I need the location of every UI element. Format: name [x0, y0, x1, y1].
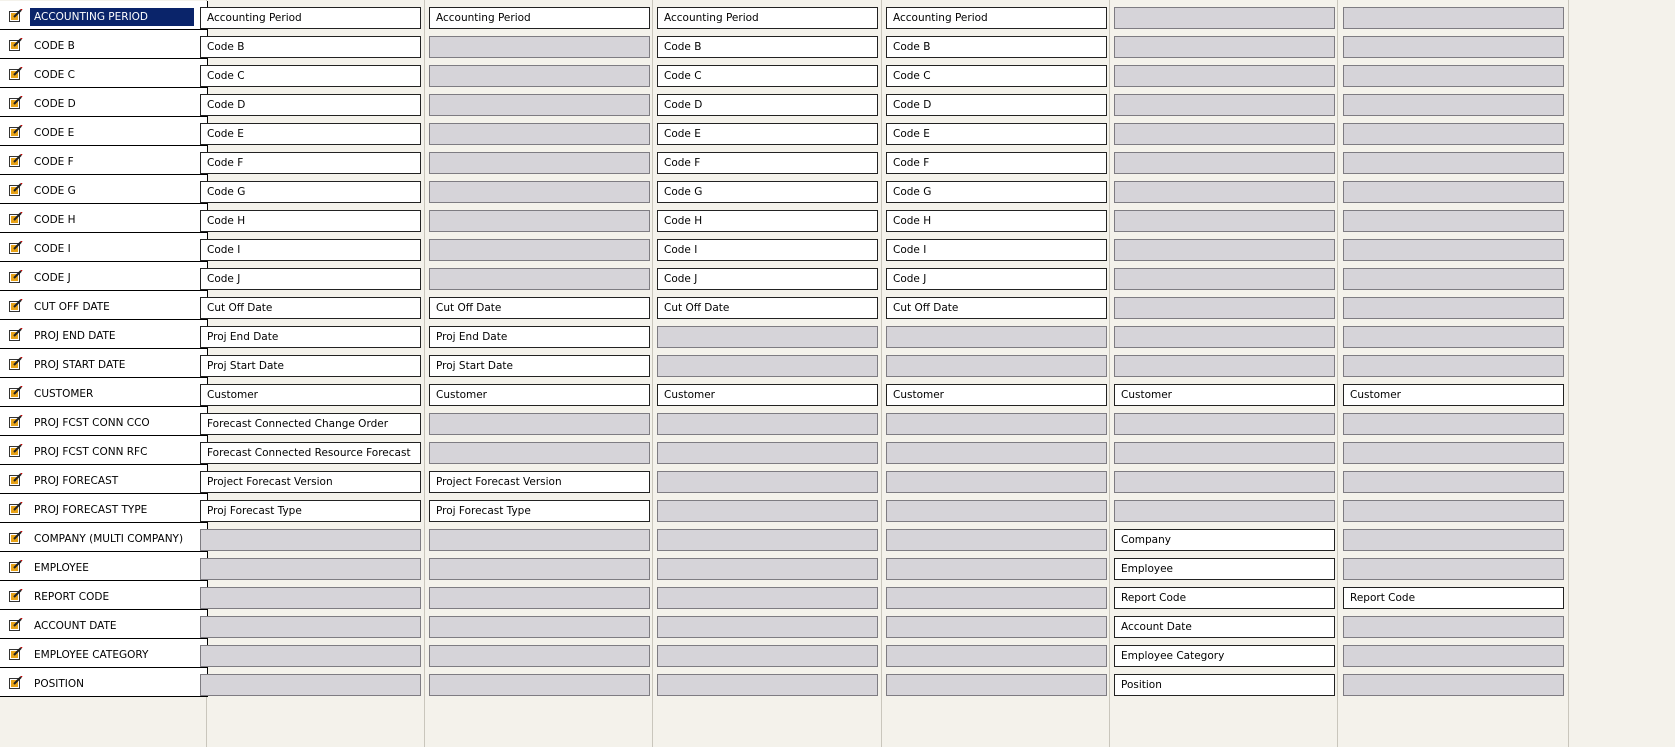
mapping-field-col-2[interactable] [429, 94, 650, 116]
attribute-pencil-icon [9, 96, 23, 109]
mapping-field-col-3[interactable] [657, 674, 878, 696]
row-header[interactable] [0, 30, 208, 59]
mapping-field-col-4[interactable] [886, 616, 1107, 638]
mapping-field-col-4[interactable]: Code J [886, 268, 1107, 290]
row-header[interactable] [0, 88, 208, 117]
mapping-field-col-4[interactable]: Code D [886, 94, 1107, 116]
mapping-field-col-5[interactable] [1114, 326, 1335, 348]
mapping-field-col-1[interactable] [200, 587, 421, 609]
row-header[interactable] [0, 1, 208, 30]
table-row [0, 320, 1675, 351]
attribute-pencil-icon [9, 589, 23, 602]
row-label: PROJ FCST CONN RFC [34, 446, 148, 458]
mapping-field-col-1[interactable] [200, 529, 421, 551]
attribute-pencil-icon [9, 357, 23, 370]
table-row [0, 117, 1675, 148]
mapping-field-col-4[interactable]: Cut Off Date [886, 297, 1107, 319]
row-header[interactable] [0, 639, 208, 668]
row-header[interactable] [0, 204, 208, 233]
mapping-field-col-2[interactable]: Accounting Period [429, 7, 650, 29]
table-row [0, 581, 1675, 612]
table-row [0, 1, 1675, 32]
table-row [0, 349, 1675, 380]
mapping-field-col-2[interactable] [429, 181, 650, 203]
mapping-field-col-3[interactable]: Customer [657, 384, 878, 406]
table-row [0, 407, 1675, 438]
mapping-field-col-2[interactable] [429, 268, 650, 290]
mapping-field-col-4[interactable]: Code H [886, 210, 1107, 232]
attribute-pencil-icon [9, 386, 23, 399]
mapping-field-col-2[interactable] [429, 123, 650, 145]
row-label: CUSTOMER [34, 388, 94, 400]
attribute-pencil-icon [9, 299, 23, 312]
mapping-field-col-5[interactable]: Customer [1114, 384, 1335, 406]
mapping-field-col-3[interactable] [657, 587, 878, 609]
row-label: PROJ FORECAST [34, 475, 119, 487]
mapping-field-col-2[interactable] [429, 645, 650, 667]
mapping-field-col-6[interactable] [1343, 123, 1564, 145]
mapping-field-col-5[interactable]: Company [1114, 529, 1335, 551]
mapping-field-col-1[interactable]: Code H [200, 210, 421, 232]
mapping-field-col-3[interactable] [657, 442, 878, 464]
table-row [0, 436, 1675, 467]
row-label: PROJ END DATE [34, 330, 116, 342]
attribute-pencil-icon [9, 154, 23, 167]
mapping-field-col-5[interactable] [1114, 94, 1335, 116]
mapping-field-col-6[interactable] [1343, 645, 1564, 667]
mapping-field-col-4[interactable] [886, 587, 1107, 609]
mapping-field-col-2[interactable] [429, 239, 650, 261]
row-label: ACCOUNTING PERIOD [30, 8, 194, 26]
mapping-field-col-1[interactable]: Proj Forecast Type [200, 500, 421, 522]
mapping-field-col-1[interactable]: Cut Off Date [200, 297, 421, 319]
table-row [0, 291, 1675, 322]
row-label: EMPLOYEE CATEGORY [34, 649, 149, 661]
mapping-field-col-5[interactable] [1114, 123, 1335, 145]
attribute-pencil-icon [9, 9, 23, 22]
row-header[interactable] [0, 494, 208, 523]
mapping-field-col-4[interactable] [886, 442, 1107, 464]
mapping-field-col-5[interactable] [1114, 297, 1335, 319]
mapping-field-col-4[interactable] [886, 529, 1107, 551]
mapping-field-col-6[interactable] [1343, 616, 1564, 638]
row-label: CODE J [34, 272, 71, 284]
mapping-field-col-5[interactable] [1114, 500, 1335, 522]
mapping-field-col-1[interactable]: Code D [200, 94, 421, 116]
mapping-field-col-6[interactable] [1343, 65, 1564, 87]
mapping-field-col-1[interactable]: Code G [200, 181, 421, 203]
mapping-field-col-5[interactable] [1114, 152, 1335, 174]
row-label: ACCOUNT DATE [34, 620, 117, 632]
mapping-field-col-3[interactable] [657, 471, 878, 493]
mapping-field-col-2[interactable] [429, 210, 650, 232]
mapping-field-col-4[interactable] [886, 326, 1107, 348]
mapping-field-col-4[interactable]: Code G [886, 181, 1107, 203]
mapping-field-col-4[interactable]: Code B [886, 36, 1107, 58]
table-row [0, 523, 1675, 554]
mapping-field-col-5[interactable] [1114, 413, 1335, 435]
mapping-field-col-2[interactable] [429, 587, 650, 609]
mapping-field-col-6[interactable] [1343, 355, 1564, 377]
mapping-field-col-5[interactable] [1114, 65, 1335, 87]
mapping-field-col-5[interactable]: Account Date [1114, 616, 1335, 638]
mapping-field-col-2[interactable] [429, 616, 650, 638]
mapping-field-col-2[interactable]: Proj End Date [429, 326, 650, 348]
mapping-field-col-5[interactable] [1114, 7, 1335, 29]
row-header[interactable] [0, 291, 208, 320]
mapping-field-col-5[interactable] [1114, 36, 1335, 58]
mapping-field-col-4[interactable]: Code F [886, 152, 1107, 174]
mapping-field-col-3[interactable] [657, 326, 878, 348]
mapping-field-col-6[interactable] [1343, 36, 1564, 58]
mapping-field-col-4[interactable] [886, 471, 1107, 493]
mapping-field-col-1[interactable] [200, 645, 421, 667]
mapping-field-col-2[interactable] [429, 152, 650, 174]
attribute-pencil-icon [9, 502, 23, 515]
mapping-field-col-3[interactable]: Code F [657, 152, 878, 174]
table-row [0, 204, 1675, 235]
mapping-field-col-4[interactable]: Accounting Period [886, 7, 1107, 29]
row-header[interactable] [0, 552, 208, 581]
mapping-field-col-6[interactable] [1343, 558, 1564, 580]
mapping-field-col-6[interactable] [1343, 181, 1564, 203]
mapping-field-col-1[interactable]: Customer [200, 384, 421, 406]
mapping-field-col-4[interactable] [886, 355, 1107, 377]
mapping-field-col-1[interactable] [200, 616, 421, 638]
row-header[interactable] [0, 349, 208, 378]
attribute-pencil-icon [9, 125, 23, 138]
mapping-field-col-1[interactable]: Code F [200, 152, 421, 174]
mapping-field-col-2[interactable] [429, 413, 650, 435]
mapping-field-col-4[interactable] [886, 645, 1107, 667]
mapping-field-col-2[interactable] [429, 65, 650, 87]
mapping-field-col-3[interactable]: Code E [657, 123, 878, 145]
row-header[interactable] [0, 378, 208, 407]
mapping-field-col-3[interactable]: Code B [657, 36, 878, 58]
mapping-field-col-3[interactable] [657, 500, 878, 522]
mapping-field-col-4[interactable] [886, 674, 1107, 696]
table-row [0, 465, 1675, 496]
mapping-field-col-2[interactable] [429, 442, 650, 464]
mapping-field-col-5[interactable] [1114, 268, 1335, 290]
row-label: CODE G [34, 185, 76, 197]
row-header[interactable] [0, 610, 208, 639]
mapping-field-col-4[interactable] [886, 500, 1107, 522]
mapping-field-col-6[interactable] [1343, 326, 1564, 348]
mapping-field-col-6[interactable] [1343, 471, 1564, 493]
mapping-field-col-5[interactable] [1114, 210, 1335, 232]
mapping-field-col-6[interactable] [1343, 210, 1564, 232]
mapping-field-col-4[interactable]: Customer [886, 384, 1107, 406]
attribute-pencil-icon [9, 183, 23, 196]
mapping-field-col-6[interactable] [1343, 442, 1564, 464]
mapping-field-col-4[interactable]: Code E [886, 123, 1107, 145]
mapping-field-col-2[interactable]: Proj Forecast Type [429, 500, 650, 522]
attribute-pencil-icon [9, 270, 23, 283]
mapping-field-col-6[interactable] [1343, 500, 1564, 522]
mapping-field-col-3[interactable]: Code J [657, 268, 878, 290]
mapping-field-col-6[interactable] [1343, 268, 1564, 290]
mapping-field-col-2[interactable]: Customer [429, 384, 650, 406]
attribute-pencil-icon [9, 67, 23, 80]
row-label: PROJ FORECAST TYPE [34, 504, 148, 516]
row-header[interactable] [0, 523, 208, 552]
row-label: POSITION [34, 678, 84, 690]
attribute-pencil-icon [9, 676, 23, 689]
mapping-field-col-3[interactable]: Code C [657, 65, 878, 87]
table-row [0, 146, 1675, 177]
mapping-field-col-1[interactable]: Code I [200, 239, 421, 261]
row-label: CODE B [34, 40, 75, 52]
mapping-field-col-2[interactable]: Proj Start Date [429, 355, 650, 377]
mapping-field-col-3[interactable] [657, 558, 878, 580]
mapping-field-col-1[interactable]: Forecast Connected Resource Forecast [200, 442, 421, 464]
mapping-field-col-1[interactable]: Accounting Period [200, 7, 421, 29]
row-header[interactable] [0, 465, 208, 494]
mapping-field-col-3[interactable]: Accounting Period [657, 7, 878, 29]
attribute-pencil-icon [9, 212, 23, 225]
row-header[interactable] [0, 117, 208, 146]
mapping-field-col-6[interactable] [1343, 413, 1564, 435]
mapping-field-col-5[interactable] [1114, 181, 1335, 203]
table-row [0, 639, 1675, 670]
row-label: CODE E [34, 127, 75, 139]
mapping-field-col-3[interactable] [657, 616, 878, 638]
attribute-pencil-icon [9, 415, 23, 428]
attribute-pencil-icon [9, 531, 23, 544]
mapping-field-col-1[interactable]: Code B [200, 36, 421, 58]
mapping-field-col-6[interactable]: Report Code [1343, 587, 1564, 609]
mapping-field-col-5[interactable] [1114, 239, 1335, 261]
row-label: CUT OFF DATE [34, 301, 110, 313]
table-row [0, 30, 1675, 61]
attribute-pencil-icon [9, 618, 23, 631]
mapping-field-col-5[interactable]: Employee [1114, 558, 1335, 580]
mapping-field-col-2[interactable]: Cut Off Date [429, 297, 650, 319]
mapping-field-col-2[interactable] [429, 36, 650, 58]
row-label: CODE H [34, 214, 76, 226]
mapping-field-col-2[interactable] [429, 558, 650, 580]
mapping-field-col-4[interactable]: Code C [886, 65, 1107, 87]
mapping-field-col-5[interactable] [1114, 471, 1335, 493]
mapping-field-col-6[interactable] [1343, 674, 1564, 696]
row-label: CODE C [34, 69, 75, 81]
mapping-field-col-6[interactable] [1343, 7, 1564, 29]
mapping-field-col-1[interactable]: Proj End Date [200, 326, 421, 348]
mapping-field-col-1[interactable]: Code E [200, 123, 421, 145]
mapping-field-col-2[interactable]: Project Forecast Version [429, 471, 650, 493]
row-header[interactable] [0, 436, 208, 465]
row-label: EMPLOYEE [34, 562, 89, 574]
mapping-field-col-3[interactable] [657, 355, 878, 377]
table-row [0, 262, 1675, 293]
table-row [0, 494, 1675, 525]
row-label: COMPANY (MULTI COMPANY) [34, 533, 184, 545]
attribute-pencil-icon [9, 444, 23, 457]
row-header[interactable] [0, 175, 208, 204]
mapping-field-col-1[interactable]: Project Forecast Version [200, 471, 421, 493]
mapping-field-col-4[interactable] [886, 558, 1107, 580]
mapping-field-col-4[interactable] [886, 413, 1107, 435]
mapping-field-col-3[interactable] [657, 529, 878, 551]
attribute-pencil-icon [9, 647, 23, 660]
row-label: PROJ START DATE [34, 359, 126, 371]
row-header[interactable] [0, 59, 208, 88]
attribute-pencil-icon [9, 473, 23, 486]
mapping-field-col-6[interactable]: Customer [1343, 384, 1564, 406]
mapping-field-col-3[interactable] [657, 645, 878, 667]
attribute-pencil-icon [9, 560, 23, 573]
row-label: CODE D [34, 98, 76, 110]
mapping-field-col-3[interactable]: Code G [657, 181, 878, 203]
mapping-field-col-5[interactable] [1114, 442, 1335, 464]
row-header[interactable] [0, 407, 208, 436]
table-row [0, 552, 1675, 583]
mapping-field-col-1[interactable] [200, 674, 421, 696]
mapping-field-col-1[interactable] [200, 558, 421, 580]
mapping-field-col-2[interactable] [429, 529, 650, 551]
table-row [0, 59, 1675, 90]
row-header[interactable] [0, 262, 208, 291]
table-row [0, 610, 1675, 641]
mapping-field-col-1[interactable]: Code C [200, 65, 421, 87]
mapping-field-col-3[interactable]: Code I [657, 239, 878, 261]
mapping-field-col-5[interactable]: Report Code [1114, 587, 1335, 609]
mapping-field-col-3[interactable]: Cut Off Date [657, 297, 878, 319]
row-header[interactable] [0, 581, 208, 610]
table-row [0, 668, 1675, 699]
table-row [0, 378, 1675, 409]
row-label: REPORT CODE [34, 591, 110, 603]
mapping-field-col-1[interactable]: Forecast Connected Change Order [200, 413, 421, 435]
row-header[interactable] [0, 668, 208, 697]
row-label: PROJ FCST CONN CCO [34, 417, 150, 429]
mapping-field-col-3[interactable]: Code D [657, 94, 878, 116]
mapping-field-col-5[interactable]: Employee Category [1114, 645, 1335, 667]
attribute-pencil-icon [9, 328, 23, 341]
row-label: CODE I [34, 243, 71, 255]
mapping-field-col-3[interactable] [657, 413, 878, 435]
mapping-field-col-6[interactable] [1343, 239, 1564, 261]
row-label: CODE F [34, 156, 74, 168]
mapping-field-col-5[interactable] [1114, 355, 1335, 377]
table-row [0, 88, 1675, 119]
mapping-field-col-6[interactable] [1343, 94, 1564, 116]
attribute-pencil-icon [9, 38, 23, 51]
mapping-field-col-6[interactable] [1343, 529, 1564, 551]
mapping-field-col-6[interactable] [1343, 152, 1564, 174]
mapping-field-col-3[interactable]: Code H [657, 210, 878, 232]
mapping-field-col-2[interactable] [429, 674, 650, 696]
attribute-pencil-icon [9, 241, 23, 254]
mapping-field-col-1[interactable]: Proj Start Date [200, 355, 421, 377]
row-header[interactable] [0, 146, 208, 175]
table-row [0, 175, 1675, 206]
row-header[interactable] [0, 233, 208, 262]
mapping-field-col-6[interactable] [1343, 297, 1564, 319]
row-header[interactable] [0, 320, 208, 349]
mapping-field-col-4[interactable]: Code I [886, 239, 1107, 261]
mapping-field-col-5[interactable]: Position [1114, 674, 1335, 696]
mapping-field-col-1[interactable]: Code J [200, 268, 421, 290]
table-row [0, 233, 1675, 264]
